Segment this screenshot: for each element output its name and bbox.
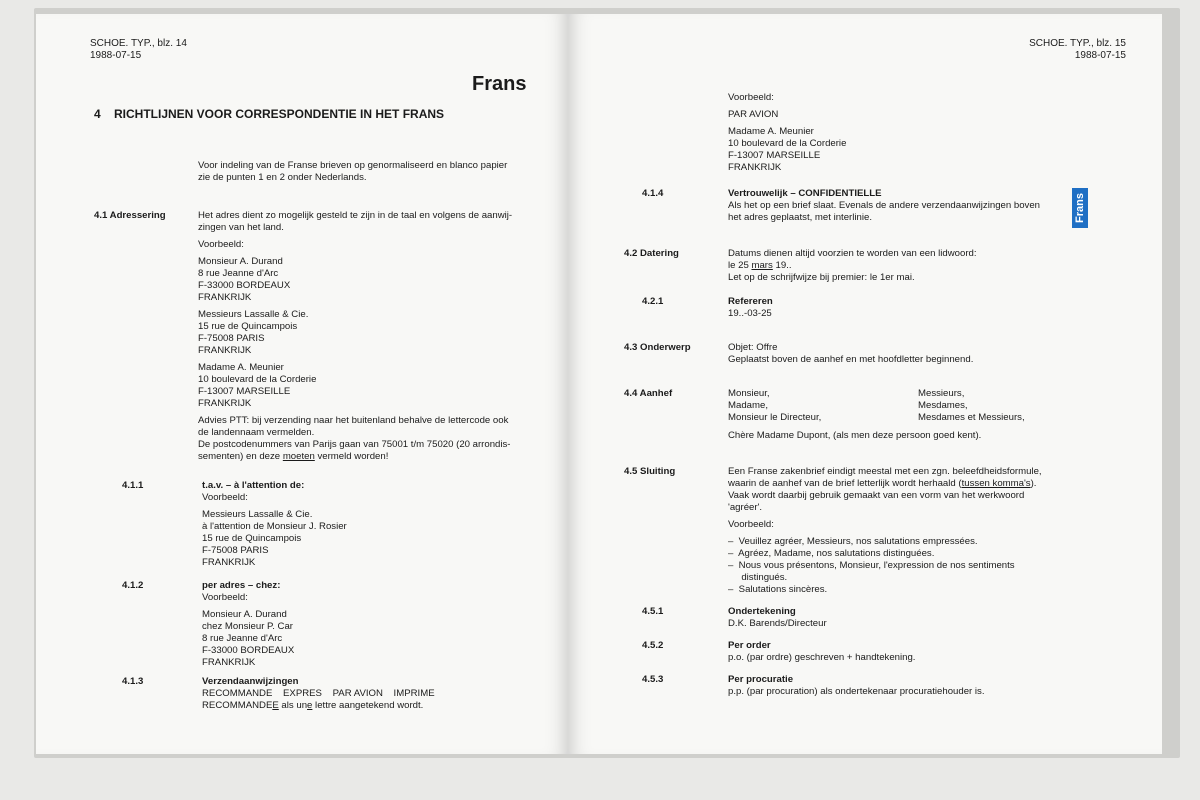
address-block: Messieurs Lassalle & Cie. 15 rue de Quincampois F-75008 PARIS FRANKRIJK <box>198 309 309 356</box>
section-4-1-2-num: 4.1.2 <box>122 580 144 591</box>
section-4-1-1-num: 4.1.1 <box>122 480 144 491</box>
left-page-header: SCHOE. TYP., blz. 14 1988-07-15 <box>90 38 187 61</box>
section-4-1-4-body: Vertrouwelijk – CONFIDENTIELLE Als het op een brief slaat. Evenals de andere verzendaanwijzingen boven het adres geplaatst, met interlinie. <box>728 188 1041 223</box>
section-4-2-1-num: 4.2.1 <box>642 296 664 307</box>
section-4-3-body: Objet: Offre Geplaatst boven de aanhef en met hoofdletter beginnend. <box>728 342 974 365</box>
section-number: 4 <box>94 107 101 121</box>
section-4-1-label: 4.1 Adressering <box>94 210 166 221</box>
section-4-5-3-num: 4.5.3 <box>642 674 664 685</box>
section-4-5-body: Een Franse zakenbrief eindigt meestal met een zgn. beleefdheidsformule, waarin de aanhef van de brief letterlijk wordt herhaald (tussen komma's). Vaak wordt daarbij gebruik gemaakt van een vorm van het werkwoord 'agréer'. Voorbeeld: – Veuillez agréer, Messieurs, nos salutations empressées. – Agréez, Madame, nos salutations distinguées. – Nous vous présentons, Monsieur, l'expression de nos sentiments distingués. – Salutations sincères. <box>728 466 1042 595</box>
address-block: Monsieur A. Durand 8 rue Jeanne d'Arc F-33000 BORDEAUX FRANKRIJK <box>198 256 291 303</box>
left-page <box>36 14 568 754</box>
right-page <box>568 14 1162 754</box>
frans-tab: Frans <box>1072 188 1088 228</box>
salutation-note: Chère Madame Dupont, (als men deze persoon goed kent). <box>728 430 982 441</box>
address-block: Madame A. Meunier 10 boulevard de la Corderie F-13007 MARSEILLE FRANKRIJK <box>198 362 317 409</box>
section-4-3-label: 4.3 Onderwerp <box>624 342 691 353</box>
salutation-col-2: Messieurs, Mesdames, Mesdames et Messieurs, <box>918 388 1025 423</box>
section-4-5-2-num: 4.5.2 <box>642 640 664 651</box>
ptt-advice: Advies PTT: bij verzending naar het buitenland behalve de lettercode ook de landennaam vermelden. De postcodenummers van Parijs gaan van 75001 t/m 75020 (20 arrondis- sementen) en deze moeten vermeld worden! <box>198 415 511 462</box>
section-4-1-4-num: 4.1.4 <box>642 188 664 199</box>
page-title: Frans <box>472 73 527 95</box>
right-page-header: SCHOE. TYP., blz. 15 1988-07-15 <box>1029 38 1126 61</box>
section-4-2-label: 4.2 Datering <box>624 248 679 259</box>
section-4-5-1-num: 4.5.1 <box>642 606 664 617</box>
section-4-1-1-body: t.a.v. – à l'attention de: Voorbeeld: Messieurs Lassalle & Cie. à l'attention de Monsieur J. Rosier 15 rue de Quincampois F-75008 PARIS FRANKRIJK <box>202 480 347 568</box>
section-4-5-1-body: Ondertekening D.K. Barends/Directeur <box>728 606 827 629</box>
section-4-2-1-body: Refereren 19..-03-25 <box>728 296 773 319</box>
section-4-4-label: 4.4 Aanhef <box>624 388 673 399</box>
section-4-1-3-body: Verzendaanwijzingen RECOMMANDE EXPRES PAR AVION IMPRIME RECOMMANDEE als une lettre aangetekend wordt. <box>202 676 435 711</box>
section-4-5-label: 4.5 Sluiting <box>624 466 676 477</box>
section-4-1-2-body: per adres – chez: Voorbeeld: Monsieur A. Durand chez Monsieur P. Car 8 rue Jeanne d'Arc F-33000 BORDEAUX FRANKRIJK <box>202 580 295 668</box>
section-title: RICHTLIJNEN VOOR CORRESPONDENTIE IN HET FRANS <box>114 107 445 121</box>
section-4-5-3-body: Per procuratie p.p. (par procuration) als ondertekenaar procuratiehouder is. <box>728 674 985 697</box>
section-4-1-body: Het adres dient zo mogelijk gesteld te zijn in de taal en volgens de aanwij- zingen van het land. Voorbeeld: Monsieur A. Durand 8 rue Jeanne d'Arc F-33000 BORDEAUX FRANKRIJK Messieurs Lassalle & Cie. 15 rue de Quincampois F-75008 PARIS FRANKRIJK Madame A. Meunier 10 boulevard de la Corderie F-13007 MARSEILLE FRANKRIJK Advies PTT: bij verzending naar het buitenland behalve de lettercode ook de landennaam vermelden. De postcodenummers van Parijs gaan van 75001 t/m 75020 (20 arrondis- sementen) en deze moeten vermeld worden! <box>198 210 513 462</box>
intro-text: Voor indeling van de Franse brieven op genormaliseerd en blanco papier zie de punten 1 en 2 onder Nederlands. <box>198 160 508 183</box>
top-example: Voorbeeld: PAR AVION Madame A. Meunier 10 boulevard de la Corderie F-13007 MARSEILLE FRANKRIJK <box>728 92 847 173</box>
salutation-col-1: Monsieur, Madame, Monsieur le Directeur, <box>728 388 822 423</box>
section-4-1-3-num: 4.1.3 <box>122 676 144 687</box>
section-4-2-body: Datums dienen altijd voorzien te worden van een lidwoord: le 25 mars 19.. Let op de schrijfwijze bij premier: le 1er mai. <box>728 248 977 283</box>
section-4-5-2-body: Per order p.o. (par ordre) geschreven + handtekening. <box>728 640 916 663</box>
